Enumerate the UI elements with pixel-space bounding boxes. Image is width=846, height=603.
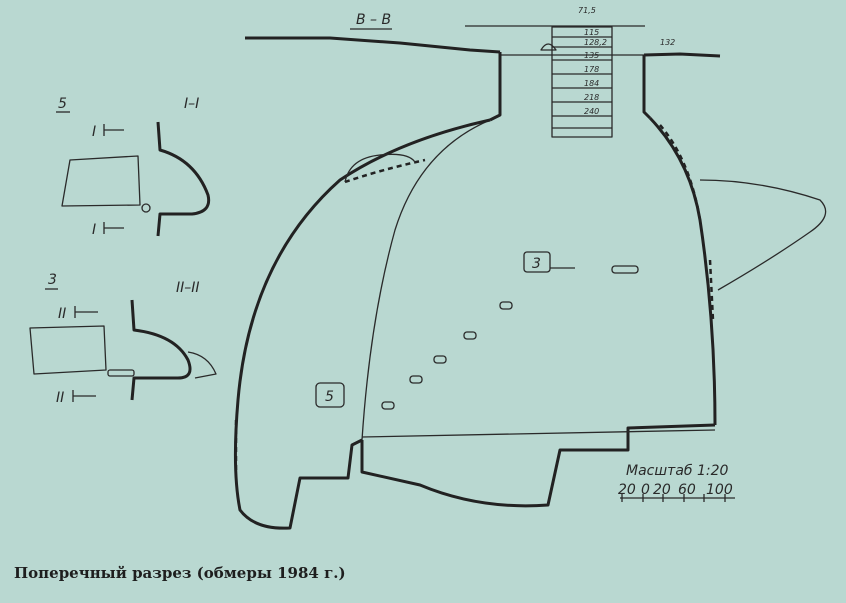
scale-tick-label: 20	[653, 482, 671, 498]
section-marker-arrow	[104, 222, 124, 234]
floor-stone	[382, 402, 394, 409]
elevation-label: 115	[584, 28, 600, 37]
floor-stone	[612, 266, 638, 273]
elevation-marks	[578, 6, 675, 116]
scale-label: Масштаб 1:20	[626, 463, 729, 479]
section-marker-arrow	[104, 124, 124, 136]
inset-one-title: I–I	[184, 96, 200, 112]
scale-ticks	[618, 482, 733, 498]
figure-caption: Поперечный разрез (обмеры 1984 г.)	[14, 564, 346, 582]
floor-stone	[500, 302, 512, 309]
main-chamber-right-wall	[650, 118, 715, 425]
ground-line-right	[644, 54, 720, 56]
chamber-divider	[362, 120, 490, 440]
scale-tick-label: 100	[706, 482, 733, 498]
room-label-main: 3	[532, 256, 541, 272]
inset-two-plan	[30, 326, 106, 374]
scale-tick-label: 0	[641, 482, 650, 498]
elevation-label: 178	[584, 65, 600, 74]
room-label-side: 5	[325, 389, 334, 405]
inset-one-marker-top: I	[92, 124, 97, 140]
shaft-left-wall	[490, 52, 500, 120]
elevation-label: 71,5	[578, 6, 596, 15]
floor-stone	[410, 376, 422, 383]
scale-tick-label: 20	[618, 482, 636, 498]
section-marker-arrow	[73, 390, 96, 402]
inset-one-plan-hole	[142, 204, 150, 212]
inset-two-marker-top: II	[58, 306, 67, 322]
inset-two-profile	[132, 300, 190, 400]
elevation-label: 184	[584, 79, 600, 88]
inset-one-profile	[158, 122, 209, 236]
chamber-floor-line	[362, 430, 715, 437]
elevation-label: 128,2	[584, 38, 607, 47]
inset-one-plan	[62, 156, 140, 206]
inset-one-marker-bottom: I	[92, 222, 97, 238]
shaft-right-wall	[644, 55, 650, 118]
elevation-label: 135	[584, 51, 600, 60]
floor-stone	[434, 356, 446, 363]
scale-tick-label: 60	[678, 482, 696, 498]
inset-two-plan-step	[108, 370, 134, 376]
floor-stone	[464, 332, 476, 339]
section-title: В – В	[356, 12, 392, 28]
elevation-label: 218	[584, 93, 600, 102]
inset-two-niche	[188, 352, 216, 378]
inset-one-number: 5	[58, 96, 67, 112]
floor-features	[382, 266, 638, 409]
ground-line-left	[245, 38, 500, 52]
elevation-label: 240	[584, 107, 600, 116]
section-marker-arrow	[75, 306, 98, 318]
elevation-label: 132	[660, 38, 676, 47]
inset-two-marker-bottom: II	[56, 390, 65, 406]
inset-two-number: 3	[48, 272, 57, 288]
right-niche	[700, 180, 826, 290]
inset-two-title: II–II	[176, 280, 200, 296]
ladder-rungs	[552, 37, 612, 128]
